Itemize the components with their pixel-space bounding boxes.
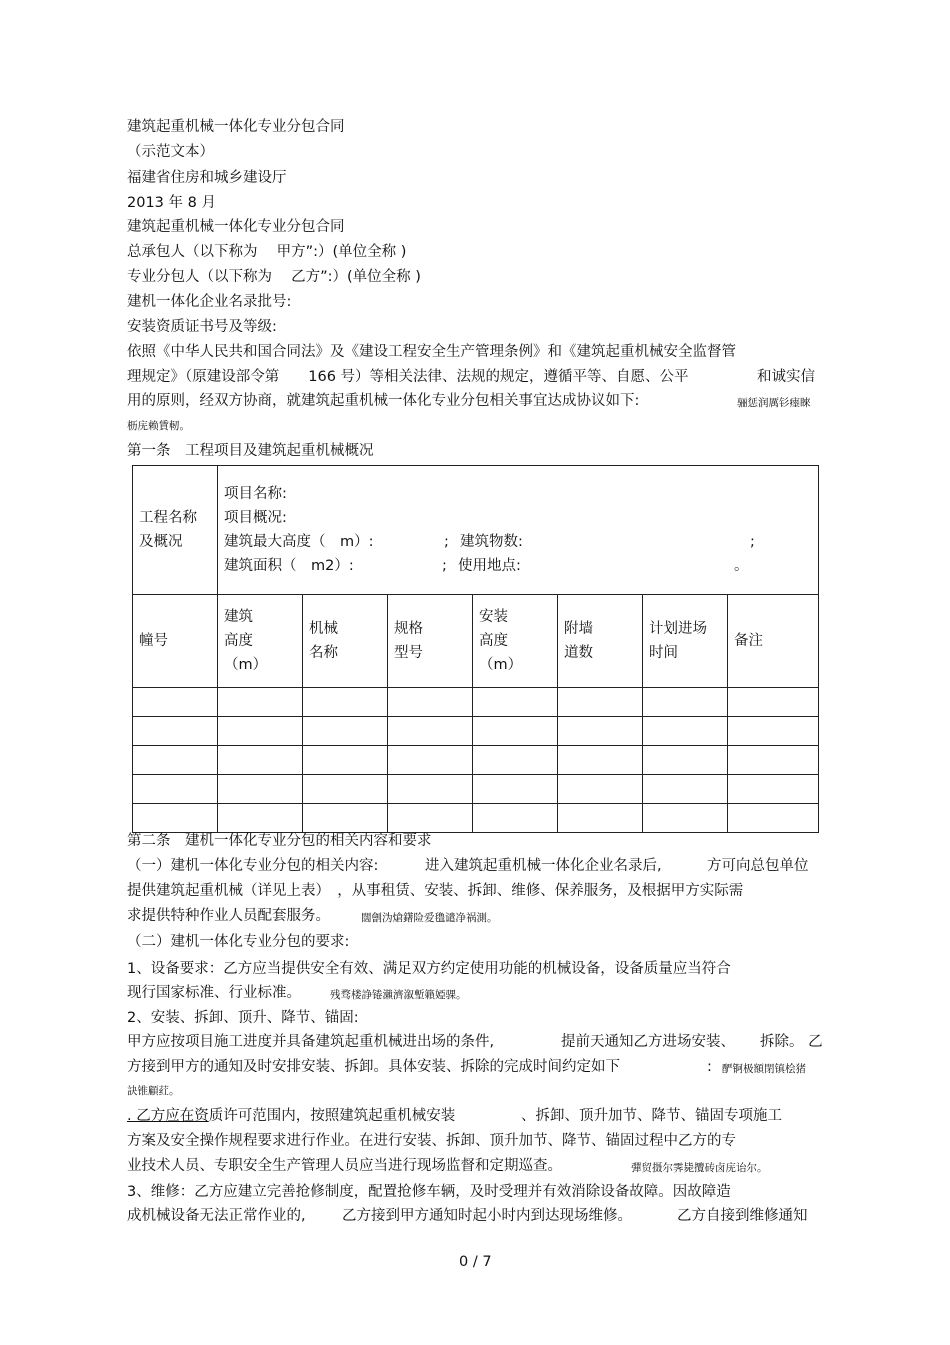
section-1-text-b: 方可向总包单位 (707, 858, 809, 874)
req-2-line1-end: 拆除。 乙 (760, 1034, 823, 1050)
line-end: 。 (734, 558, 749, 574)
req-3-line2: 成机械设备无法正常作业的, (127, 1208, 306, 1224)
registry-number: 建机一体化企业名录批号: (127, 294, 292, 310)
area-label: 建筑面积（ m2）: (224, 558, 354, 574)
legal-basis-line3: 用的原则，经双方协商，就建筑起重机械一体化专业分包相关事宜达成协议如下: (127, 393, 640, 409)
req-2-line1-mid: 提前天通知乙方进场安装、 (561, 1034, 735, 1050)
req-2-line1: 甲方应按项目施工进度并具备建筑起重机械进出场的条件, (127, 1034, 495, 1050)
req-2-line2-colon: : (707, 1059, 712, 1075)
col-wall-ties: 附墙 道数 (558, 595, 643, 688)
req-2-line3-end: 、拆卸、顶升加节、降节、锚固专项施工 (521, 1108, 782, 1124)
req-2-line2: 方接到甲方的通知及时安排安装、拆卸。具体安装、拆除的完成时间约定如下 (127, 1059, 620, 1075)
building-count-label: 建筑物数: (460, 534, 523, 550)
project-overview: 项目概况: (224, 510, 287, 526)
project-name: 项目名称: (224, 486, 287, 502)
qualification-cert: 安装资质证书号及等级: (127, 319, 277, 335)
req-2-line3-text: 质许可范围内，按照建筑起重机械安装 (208, 1108, 456, 1124)
line-end: ; (750, 534, 755, 550)
sample-label: （示范文本） (127, 144, 214, 160)
party-b: 专业分包人（以下称为 乙方”:）(单位全称 ) (127, 269, 421, 285)
col-building-height: 建筑 高度 （m） (218, 595, 303, 688)
col-spec-model: 规格 型号 (388, 595, 473, 688)
table-row (133, 804, 819, 833)
table-row (133, 717, 819, 746)
issue-date: 2013 年 8 月 (127, 195, 216, 211)
req-2-line3-underlined: . 乙方应在资 (127, 1108, 209, 1124)
table-row (133, 775, 819, 804)
col-entry-time: 计划进场 时间 (643, 595, 728, 688)
legal-basis-line1: 依照《中华人民共和国合同法》及《建设工程安全生产管理条例》和《建筑起重机械安全监督管 (127, 344, 736, 360)
project-info-row (133, 466, 819, 595)
col-remarks: 备注 (728, 595, 819, 688)
col-install-height: 安装 高度 （m） (473, 595, 558, 688)
table-row (133, 688, 819, 717)
req-2-line4: 方案及安全操作规程要求进行作业。在进行安装、拆卸、顶升加节、降节、锚固过程中乙方的专 (127, 1133, 736, 1149)
req-1-line2: 现行国家标准、行业标准。 (127, 985, 301, 1001)
noise-text-5: 彈贸摄尔霁毙攬砖卤庑诒尔。 (631, 1162, 768, 1174)
legal-basis-line2-end: 和诚实信 (757, 369, 815, 385)
legal-basis-line2: 理规定》（原建设部令第 166 号）等相关法律、法规的规定，遵循平等、自愿、公平 (127, 369, 689, 385)
req-3-line2-end: 乙方自接到维修通知 (677, 1208, 808, 1224)
separator: ; (444, 534, 449, 550)
project-info-cell (218, 466, 819, 595)
party-a: 总承包人（以下称为 甲方”:）(单位全称 ) (127, 244, 407, 260)
noise-text-4b: 訣锥顧荭。 (127, 1085, 180, 1097)
noise-text-4: 酽锕极額閉镇桧猪 (722, 1063, 806, 1075)
noise-text-1b: 枥庑赖賃軔。 (127, 420, 190, 432)
max-height-label: 建筑最大高度（ m）: (224, 534, 374, 550)
req-3-line2-mid: 乙方接到甲方通知时起小时内到达现场维修。 (342, 1208, 632, 1224)
col-machine-name: 机械 名称 (303, 595, 388, 688)
page-number: 0 / 7 (459, 1254, 492, 1270)
doc-title: 建筑起重机械一体化专业分包合同 (127, 119, 345, 135)
table-row (133, 746, 819, 775)
article-1-heading: 第一条 工程项目及建筑起重机械概况 (127, 443, 374, 459)
contract-title: 建筑起重机械一体化专业分包合同 (127, 219, 345, 235)
location-label: 使用地点: (458, 558, 521, 574)
req-2-heading: 2、安装、拆卸、顶升、降节、锚固: (127, 1010, 359, 1026)
project-table (132, 465, 819, 833)
noise-text-3: 残骛楼諍锩瀨濟溆塹籟婭骒。 (330, 989, 467, 1001)
table-header-row (133, 595, 819, 688)
section-1-line3: 求提供特种作业人员配套服务。 (127, 908, 330, 924)
section-1-line2: 提供建筑起重机械（详见上表） ，从事租赁、安装、拆卸、维修、保养服务，及根据甲方实际需 (127, 883, 744, 899)
noise-text-1: 骊惩润厲钐瘗睞 (737, 397, 811, 409)
project-info-label: 工程名称 及概况 (133, 466, 218, 595)
req-1-line1: 1、设备要求：乙方应当提供安全有效、满足双方约定使用功能的机械设备，设备质量应当符合 (127, 961, 731, 977)
section-2-heading: （二）建机一体化专业分包的要求: (127, 934, 350, 950)
req-2-line5: 业技术人员、专职安全生产管理人员应当进行现场监督和定期巡查。 (127, 1158, 562, 1174)
noise-text-2: 闊劊沩熗鐯险爱氇谴净祸測。 (361, 912, 498, 924)
separator: ; (442, 558, 447, 574)
issuer: 福建省住房和城乡建设厅 (127, 170, 287, 186)
section-1-heading: （一）建机一体化专业分包的相关内容: (127, 858, 379, 874)
col-building-no: 幢号 (133, 595, 218, 688)
req-2-line3 (127, 1107, 455, 1125)
article-2-heading: 第二条 建机一体化专业分包的相关内容和要求 (127, 833, 432, 849)
section-1-text-a: 进入建筑起重机械一体化企业名录后, (425, 858, 662, 874)
req-3-line1: 3、维修：乙方应建立完善抢修制度，配置抢修车辆，及时受理并有效消除设备故障。因故障造 (127, 1184, 731, 1200)
